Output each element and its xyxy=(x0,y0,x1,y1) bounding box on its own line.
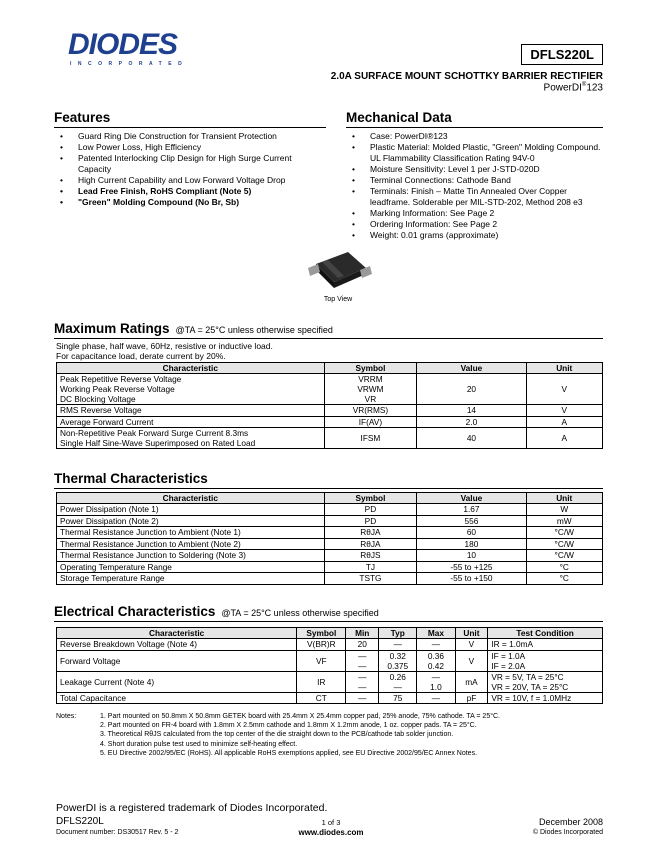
logo-subtext: INCORPORATED xyxy=(70,61,189,67)
table-cell: °C/W xyxy=(526,550,602,562)
notes-label: Notes: xyxy=(56,713,77,720)
table-cell: 1.67 xyxy=(417,504,526,516)
table-cell: Reverse Breakdown Voltage (Note 4) xyxy=(57,639,297,651)
note-line: For capacitance load, derate current by 20%. xyxy=(56,351,226,361)
mechanical-item: • Case: PowerDI®123 xyxy=(346,131,608,142)
table-cell: V xyxy=(455,639,488,651)
table-cell: V(BR)R xyxy=(297,639,346,651)
package-subtitle xyxy=(544,82,603,93)
table-cell: — xyxy=(417,639,455,651)
table-cell: 40 xyxy=(417,428,526,449)
table-cell: °C xyxy=(526,561,602,573)
table-row xyxy=(57,692,603,704)
table-cell: °C xyxy=(526,573,602,585)
note-item: 5. EU Directive 2002/95/EC (RoHS). All applicable RoHS exemptions applied, see EU Directive 2002/95/EC Annex Notes. xyxy=(100,749,478,757)
column-header: Characteristic xyxy=(57,628,297,639)
subtitle-end: 123 xyxy=(586,82,603,94)
mechanical-item: • Plastic Material: Molded Plastic, "Green" Molding Compound. UL Flammability Classification Rating 94V-0 xyxy=(346,142,608,164)
table-cell: — — xyxy=(346,671,379,692)
table-row xyxy=(57,573,603,585)
column-header: Characteristic xyxy=(57,363,325,374)
table-cell: IFSM xyxy=(324,428,417,449)
max-ratings-heading xyxy=(54,321,603,339)
table-cell: 75 xyxy=(379,692,417,704)
table-cell: Power Dissipation (Note 2) xyxy=(57,515,325,527)
table-cell: IF = 1.0A IF = 2.0A xyxy=(488,650,603,671)
table-row xyxy=(57,428,603,449)
feature-item: • Patented Interlocking Clip Design for High Surge Current Capacity xyxy=(54,153,326,175)
column-header: Unit xyxy=(526,363,602,374)
table-header-row xyxy=(57,493,603,504)
mechanical-title: Mechanical Data xyxy=(346,110,452,125)
footer-copyright: © Diodes Incorporated xyxy=(532,829,603,836)
features-list xyxy=(54,131,326,208)
table-cell: pF xyxy=(455,692,488,704)
table-cell: RθJA xyxy=(324,527,417,539)
table-cell: VR(RMS) xyxy=(324,405,417,417)
table-row xyxy=(57,405,603,417)
table-row xyxy=(57,550,603,562)
table-cell: 0.36 0.42 xyxy=(417,650,455,671)
table-cell: PD xyxy=(324,504,417,516)
mechanical-heading xyxy=(346,110,603,128)
footer-page-number: 1 of 3 xyxy=(321,818,341,827)
table-cell: Operating Temperature Range xyxy=(57,561,325,573)
table-cell: — xyxy=(379,639,417,651)
table-cell: 60 xyxy=(417,527,526,539)
table-cell: 2.0 xyxy=(417,416,526,428)
table-cell: Thermal Resistance Junction to Soldering (Note 3) xyxy=(57,550,325,562)
table-cell: TJ xyxy=(324,561,417,573)
package-caption: Top View xyxy=(323,296,353,303)
table-row xyxy=(57,504,603,516)
mechanical-item: • Weight: 0.01 grams (approximate) xyxy=(346,230,608,241)
table-cell: Storage Temperature Range xyxy=(57,573,325,585)
column-header: Unit xyxy=(455,628,488,639)
features-title: Features xyxy=(54,110,111,125)
table-cell: -55 to +150 xyxy=(417,573,526,585)
table-cell: RMS Reverse Voltage xyxy=(57,405,325,417)
table-cell: A xyxy=(526,416,602,428)
table-cell: 0.26 — xyxy=(379,671,417,692)
table-cell: — xyxy=(346,692,379,704)
note-item: 2. Part mounted on FR-4 board with 1.8mm X 2.5mm cathode and 1.8mm X 1.2mm anode, 1 oz. copper pads. TA = 25°C. xyxy=(100,722,477,730)
table-cell: Non-Repetitive Peak Forward Surge Current 8.3ms Single Half Sine-Wave Superimposed on Rated Load xyxy=(57,428,325,449)
table-cell: 20 xyxy=(346,639,379,651)
table-row xyxy=(57,650,603,671)
table-cell: VF xyxy=(297,650,346,671)
table-row xyxy=(57,416,603,428)
thermal-title: Thermal Characteristics xyxy=(54,471,208,486)
document-title: 2.0A SURFACE MOUNT SCHOTTKY BARRIER RECTIFIER xyxy=(330,71,603,82)
part-number-box: DFLS220L xyxy=(521,44,603,65)
note-item: 3. Theoretical RθJS calculated from the top center of the die straight down to the PCB/cathode tab solder junction. xyxy=(100,731,454,739)
max-ratings-note xyxy=(56,341,273,361)
table-cell: 556 xyxy=(417,515,526,527)
table-cell: V xyxy=(455,650,488,671)
electrical-heading xyxy=(54,604,603,622)
column-header: Min xyxy=(346,628,379,639)
thermal-heading xyxy=(54,471,603,489)
notes-list xyxy=(100,712,616,758)
electrical-title: Electrical Characteristics xyxy=(54,604,216,619)
table-cell: — — xyxy=(346,650,379,671)
max-ratings-title: Maximum Ratings xyxy=(54,321,170,336)
table-cell: Power Dissipation (Note 1) xyxy=(57,504,325,516)
column-header: Symbol xyxy=(324,493,417,504)
feature-item: • High Current Capability and Low Forward Voltage Drop xyxy=(54,175,326,186)
table-cell: VR = 10V, f = 1.0MHz xyxy=(488,692,603,704)
table-cell: W xyxy=(526,504,602,516)
table-cell: IF(AV) xyxy=(324,416,417,428)
table-cell: CT xyxy=(297,692,346,704)
table-cell: mA xyxy=(455,671,488,692)
table-cell: Thermal Resistance Junction to Ambient (Note 1) xyxy=(57,527,325,539)
table-row xyxy=(57,538,603,550)
table-cell: VR = 5V, TA = 25°C VR = 20V, TA = 25°C xyxy=(488,671,603,692)
table-cell: TSTG xyxy=(324,573,417,585)
column-header: Value xyxy=(417,493,526,504)
note-item: 1. Part mounted on 50.8mm X 50.8mm GETEK board with 25.4mm X 25.4mm copper pad, 25% anode, 75% cathode. TA = 25°C. xyxy=(100,713,501,720)
mechanical-item: • Marking Information: See Page 2 xyxy=(346,208,608,219)
package-top-view-image xyxy=(298,246,378,296)
table-header-row xyxy=(57,363,603,374)
feature-item: • Guard Ring Die Construction for Transient Protection xyxy=(54,131,326,142)
table-cell: Forward Voltage xyxy=(57,650,297,671)
column-header: Max xyxy=(417,628,455,639)
table-cell: °C/W xyxy=(526,527,602,539)
mechanical-item: • Terminal Connections: Cathode Band xyxy=(346,175,608,186)
table-cell: RθJS xyxy=(324,550,417,562)
column-header: Characteristic xyxy=(57,493,325,504)
table-cell: IR = 1.0mA xyxy=(488,639,603,651)
footer-document-number: Document number: DS30517 Rev. 5 - 2 xyxy=(56,829,179,836)
table-cell: -55 to +125 xyxy=(417,561,526,573)
table-cell: 0.32 0.375 xyxy=(379,650,417,671)
mechanical-item: • Moisture Sensitivity: Level 1 per J-STD-020D xyxy=(346,164,608,175)
column-header: Unit xyxy=(526,493,602,504)
table-row xyxy=(57,374,603,405)
electrical-table xyxy=(56,627,603,704)
diodes-logo xyxy=(68,30,188,70)
footer-date: December 2008 xyxy=(538,817,603,827)
note-line: Single phase, half wave, 60Hz, resistive or inductive load. xyxy=(56,341,273,351)
thermal-table xyxy=(56,492,603,585)
column-header: Typ xyxy=(379,628,417,639)
table-row xyxy=(57,561,603,573)
table-cell: RθJA xyxy=(324,538,417,550)
features-heading xyxy=(54,110,326,128)
feature-item: • "Green" Molding Compound (No Br, Sb) xyxy=(54,197,326,208)
footer-part-number: DFLS220L xyxy=(56,816,104,827)
max-ratings-condition: @TA = 25°C unless otherwise specified xyxy=(175,325,333,335)
table-cell: Thermal Resistance Junction to Ambient (Note 2) xyxy=(57,538,325,550)
table-cell: 10 xyxy=(417,550,526,562)
table-row xyxy=(57,671,603,692)
footer-website-link[interactable]: www.diodes.com xyxy=(298,828,364,837)
table-cell: IR xyxy=(297,671,346,692)
table-cell: °C/W xyxy=(526,538,602,550)
table-cell: 20 xyxy=(417,374,526,405)
mechanical-item: • Ordering Information: See Page 2 xyxy=(346,219,608,230)
table-cell: VRRM VRWM VR xyxy=(324,374,417,405)
trademark-notice: PowerDI is a registered trademark of Diodes Incorporated. xyxy=(56,802,328,814)
logo-wordmark: DIODES xyxy=(68,28,178,61)
table-cell: 180 xyxy=(417,538,526,550)
table-cell: V xyxy=(526,405,602,417)
table-cell: Total Capacitance xyxy=(57,692,297,704)
subtitle-main: PowerDI xyxy=(543,82,582,94)
table-row xyxy=(57,639,603,651)
notes-section xyxy=(56,712,616,758)
note-item: 4. Short duration pulse test used to minimize self-heating effect. xyxy=(100,740,298,748)
subtitle-sup: ® xyxy=(581,82,587,88)
table-row xyxy=(57,515,603,527)
column-header: Value xyxy=(417,363,526,374)
feature-item: • Lead Free Finish, RoHS Compliant (Note 5) xyxy=(54,186,326,197)
table-header-row xyxy=(57,628,603,639)
table-cell: A xyxy=(526,428,602,449)
table-cell: — xyxy=(417,692,455,704)
table-cell: — 1.0 xyxy=(417,671,455,692)
table-cell: V xyxy=(526,374,602,405)
table-cell: Leakage Current (Note 4) xyxy=(57,671,297,692)
table-cell: mW xyxy=(526,515,602,527)
table-row xyxy=(57,527,603,539)
mechanical-item: • Terminals: Finish – Matte Tin Annealed Over Copper leadframe. Solderable per MIL-STD-202, Method 208 e3 xyxy=(346,186,608,208)
table-cell: PD xyxy=(324,515,417,527)
column-header: Test Condition xyxy=(488,628,603,639)
table-cell: 14 xyxy=(417,405,526,417)
feature-item: • Low Power Loss, High Efficiency xyxy=(54,142,326,153)
mechanical-list xyxy=(346,131,608,241)
column-header: Symbol xyxy=(297,628,346,639)
max-ratings-table xyxy=(56,362,603,449)
column-header: Symbol xyxy=(324,363,417,374)
table-cell: Average Forward Current xyxy=(57,416,325,428)
table-cell: Peak Repetitive Reverse Voltage Working Peak Reverse Voltage DC Blocking Voltage xyxy=(57,374,325,405)
electrical-condition: @TA = 25°C unless otherwise specified xyxy=(221,608,379,618)
